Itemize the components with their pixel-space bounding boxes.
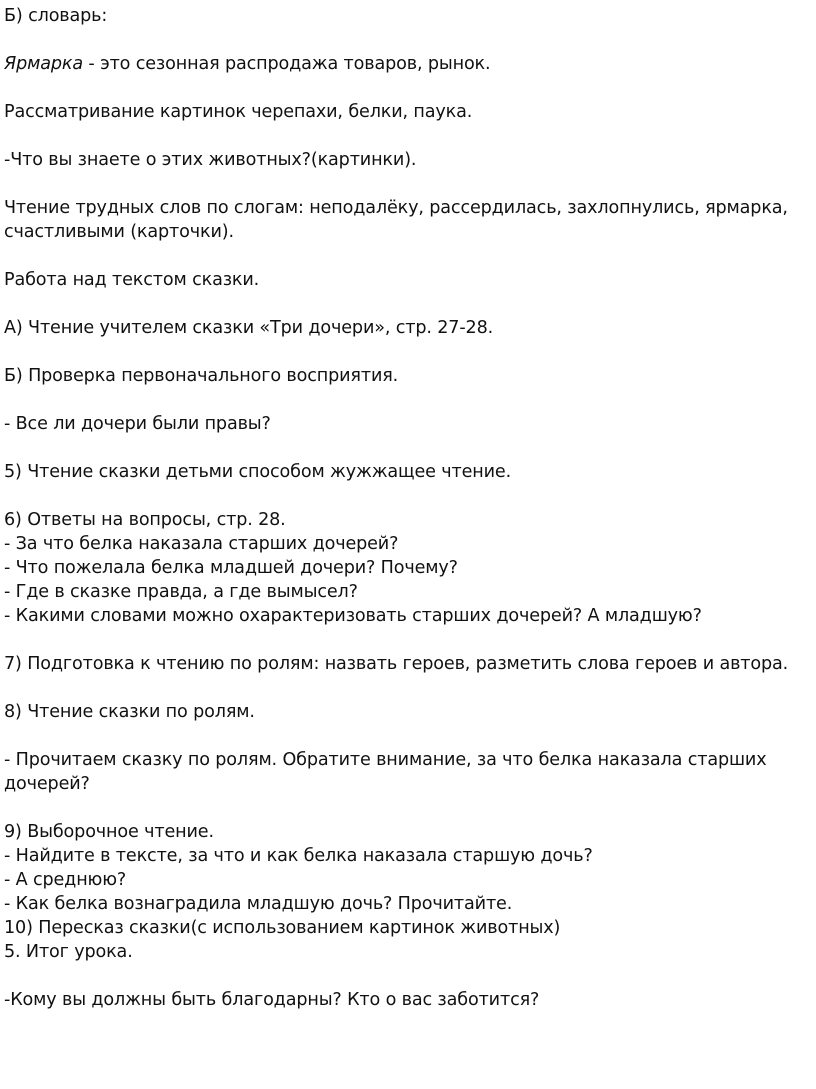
dictionary-heading: Б) словарь: [4,6,108,26]
step-6 [4,508,812,628]
lesson-summary-line: 5. Итог урока. [4,942,133,962]
roles-instruction-line: дочерей? [4,774,90,794]
text-work-heading: Работа над текстом сказки. [4,270,260,290]
step-5: 5) Чтение сказки детьми способом жужжащее чтение. [4,462,512,482]
roles-instruction-line: - Прочитаем сказку по ролям. Обратите внимание, за что белка наказала старших [4,750,767,770]
dictionary-entry [4,52,812,76]
step-8: 8) Чтение сказки по ролям. [4,702,255,722]
step-7: 7) Подготовка к чтению по ролям: назвать героев, разметить слова героев и автора. [4,654,789,674]
step-9 [4,820,812,964]
syllable-reading [4,196,812,244]
lesson-plan-document [4,0,812,1036]
step-6-question: - Что пожелала белка младшей дочери? Почему? [4,558,458,578]
step-9-line: - Как белка вознаградила младшую дочь? Прочитайте. [4,894,513,914]
step-10-line: 10) Пересказ сказки(с использованием картинок животных) [4,918,561,938]
animals-question: -Что вы знаете о этих животных?(картинки). [4,150,417,170]
step-6-title: 6) Ответы на вопросы, стр. 28. [4,510,286,530]
step-b: Б) Проверка первоначального восприятия. [4,366,399,386]
syllable-reading-line: счастливыми (карточки). [4,222,234,242]
dictionary-term: Ярмарка [4,54,83,74]
question-daughters-right: - Все ли дочери были правы? [4,414,271,434]
pictures-note: Рассматривание картинок черепахи, белки, паука. [4,102,473,122]
step-9-line: - А среднюю? [4,870,127,890]
step-6-question: - За что белка наказала старших дочерей? [4,534,399,554]
closing-question: -Кому вы должны быть благодарны? Кто о вас заботится? [4,990,540,1010]
step-9-title: 9) Выборочное чтение. [4,822,214,842]
syllable-reading-line: Чтение трудных слов по слогам: неподалёку, рассердилась, захлопнулись, ярмарка, [4,198,788,218]
step-6-question: - Где в сказке правда, а где вымысел? [4,582,358,602]
step-6-question: - Какими словами можно охарактеризовать старших дочерей? А младшую? [4,606,702,626]
step-a: А) Чтение учителем сказки «Три дочери», стр. 27-28. [4,318,494,338]
step-9-line: - Найдите в тексте, за что и как белка наказала старшую дочь? [4,846,593,866]
dictionary-definition: - это сезонная распродажа товаров, рынок. [82,54,491,74]
roles-instruction [4,748,812,796]
